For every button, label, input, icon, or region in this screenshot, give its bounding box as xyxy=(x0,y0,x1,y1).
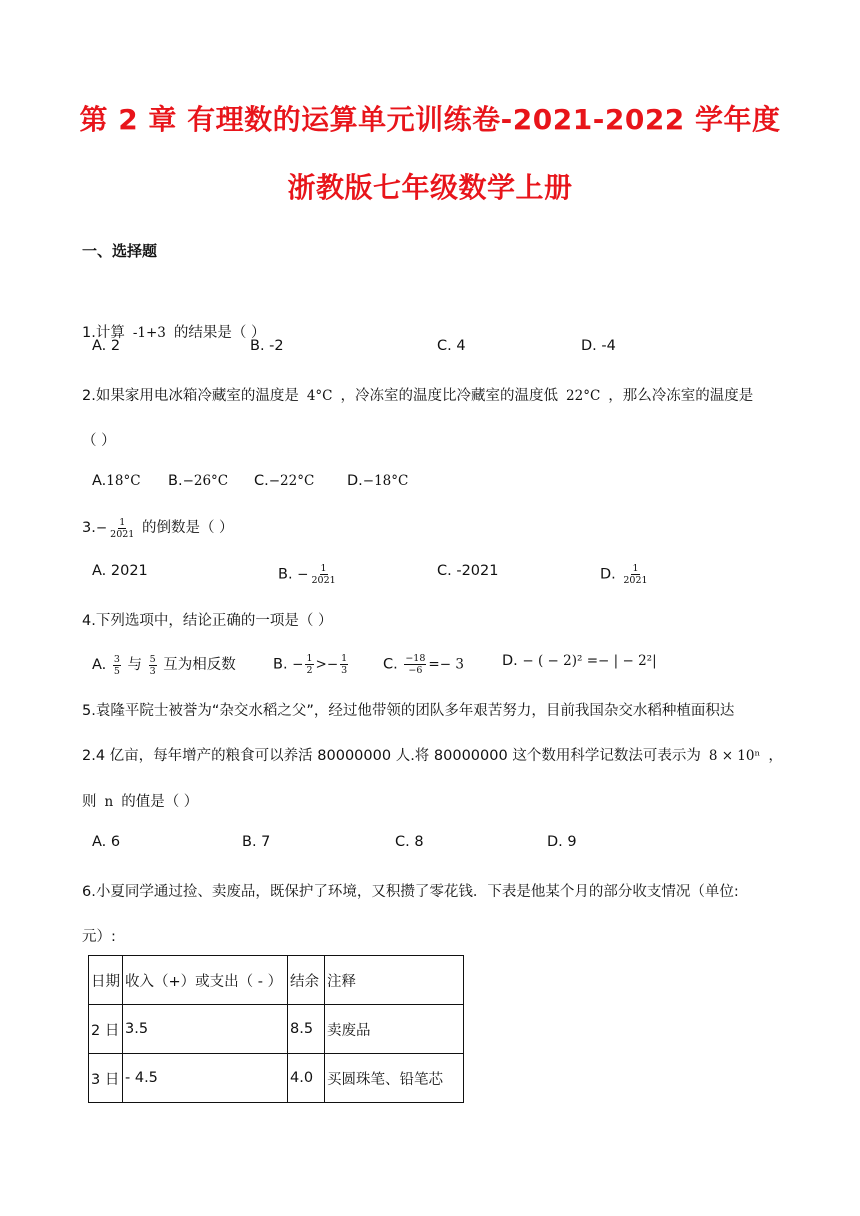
q1-prefix: 1.计算 xyxy=(82,325,125,341)
q2-option-b-value: −26°C xyxy=(182,473,229,489)
table-cell: 卖废品 xyxy=(325,1005,464,1054)
q3-fraction-denominator: 2021 xyxy=(110,528,135,540)
q2-math-1: 4°C xyxy=(306,388,333,404)
q4-a-num-2: 5 xyxy=(149,653,156,665)
question-3 xyxy=(82,516,234,540)
q3-option-d-numerator: 1 xyxy=(632,563,639,574)
table-header-cell: 日期 xyxy=(89,956,123,1005)
q1-suffix: 的结果是（ ） xyxy=(173,325,266,341)
page-title-line2: 浙教版七年级数学上册 xyxy=(287,171,573,204)
q5-line-2 xyxy=(82,744,783,765)
q4-option-d xyxy=(502,653,657,669)
q5-line-3 xyxy=(82,790,198,811)
table-header-cell: 收入（+）或支出（ - ） xyxy=(123,956,288,1005)
q5-line-1: 5.袁隆平院士被誉为“杂交水稻之父”，经过他带领的团队多年艰苦努力，目前我国杂交水稻种植面积达 xyxy=(82,703,735,719)
q3-option-b-sign: − xyxy=(297,566,309,583)
q3-option-d-denominator: 2021 xyxy=(623,575,648,586)
q2-option-c-value: −22°C xyxy=(268,473,315,489)
table-cell: 4.0 xyxy=(288,1054,325,1103)
q5-option-c: C. 8 xyxy=(395,834,424,850)
q4-option-a-fraction-2 xyxy=(149,654,157,677)
q4-option-b-fraction-1 xyxy=(305,653,313,676)
q4-option-c-label: C. xyxy=(383,656,403,673)
q3-option-b-numerator: 1 xyxy=(320,563,327,574)
q4-option-a xyxy=(92,653,236,677)
q2-middle: ，冷冻室的温度比冷藏室的温度低 xyxy=(340,388,559,404)
q5-line-3-math: n xyxy=(104,794,114,810)
q4-option-d-math: − ( − 2)² =− | − 2²| xyxy=(522,653,657,669)
table-header-row xyxy=(89,956,464,1005)
table-row xyxy=(89,1054,464,1103)
q5-option-a: A. 6 xyxy=(92,834,121,850)
q4-a-den-1: 5 xyxy=(113,665,120,677)
q2-paren: （ ） xyxy=(82,433,116,449)
q5-option-d: D. 9 xyxy=(547,834,577,850)
q4-option-a-post: 互为相反数 xyxy=(158,657,236,673)
q5-line-2-post: ， xyxy=(768,748,783,764)
q3-option-d-fraction xyxy=(622,563,648,586)
q2-suffix: ，那么冷冻室的温度是 xyxy=(608,388,754,404)
q1-option-a: A. 2 xyxy=(92,338,121,354)
q4-b-den-2: 3 xyxy=(341,665,348,676)
question-2 xyxy=(82,384,753,405)
q5-math: 8 × 10ⁿ xyxy=(708,748,761,764)
q3-option-d-label: D. xyxy=(600,566,621,583)
q4-c-num: −18 xyxy=(405,653,426,664)
q2-option-d xyxy=(347,473,408,489)
q5-line-3-pre: 则 xyxy=(82,794,97,810)
q6-line-1: 6.小夏同学通过捡、卖废品，既保护了环境，又积攒了零花钱．下表是他某个月的部分收支情况（单位: xyxy=(82,884,739,900)
q4-a-den-2: 3 xyxy=(149,665,156,677)
q4-b-den-1: 2 xyxy=(306,665,313,676)
table-cell: 2 日 xyxy=(89,1005,123,1054)
income-expense-table xyxy=(88,955,464,1103)
q2-option-d-label: D. xyxy=(347,473,363,489)
q4-option-b xyxy=(273,653,350,676)
table-header-cell: 结余 xyxy=(288,956,325,1005)
q4-option-b-mid: >− xyxy=(315,656,339,673)
q3-sign: − xyxy=(95,520,108,536)
q5-option-b: B. 7 xyxy=(242,834,271,850)
q3-option-b-fraction xyxy=(310,563,336,586)
q1-option-c: C. 4 xyxy=(437,338,466,354)
table-cell: 3 日 xyxy=(89,1054,123,1103)
q3-option-b-label: B. xyxy=(278,566,298,583)
table-cell: 买圆珠笔、铅笔芯 xyxy=(325,1054,464,1103)
q1-option-b: B. -2 xyxy=(250,338,284,354)
q4-option-d-label: D. xyxy=(502,653,523,669)
q3-option-b-denominator: 2021 xyxy=(311,575,336,586)
q3-option-c: C. -2021 xyxy=(437,563,499,579)
q4-option-a-label: A. xyxy=(92,657,111,673)
q4-option-b-sign: − xyxy=(292,656,304,673)
q3-option-b xyxy=(278,563,339,586)
q4-option-c xyxy=(383,653,464,676)
q3-fraction xyxy=(109,517,135,540)
q4-option-b-fraction-2 xyxy=(340,653,348,676)
q2-option-a-value: 18°C xyxy=(106,473,141,489)
table-row xyxy=(89,1005,464,1054)
q4-c-den: −6 xyxy=(408,665,423,676)
q1-option-d: D. -4 xyxy=(581,338,616,354)
q3-option-d xyxy=(600,563,651,586)
q4-option-c-post: =− 3 xyxy=(428,656,464,673)
q2-option-c-label: C. xyxy=(254,473,269,489)
q6-line-2: 元）: xyxy=(82,929,116,945)
q4-option-b-label: B. xyxy=(273,656,293,673)
page-title-line1: 第 2 章 有理数的运算单元训练卷-2021-2022 学年度 xyxy=(79,103,781,136)
section-heading: 一、选择题 xyxy=(82,242,158,260)
q2-option-a xyxy=(92,473,141,489)
q4-option-c-fraction xyxy=(404,653,426,676)
q1-math: -1+3 xyxy=(132,325,166,341)
q4-b-num-1: 1 xyxy=(306,653,313,664)
q4-option-a-fraction-1 xyxy=(113,654,121,677)
q3-option-a: A. 2021 xyxy=(92,563,148,579)
q2-option-c xyxy=(254,473,314,489)
q2-math-2: 22°C xyxy=(566,388,601,404)
table-cell: - 4.5 xyxy=(123,1054,288,1103)
q3-prefix: 3. xyxy=(82,520,96,536)
q4-a-num-1: 3 xyxy=(113,653,120,665)
q2-option-a-label: A. xyxy=(92,473,107,489)
q5-line-3-post: 的值是（ ） xyxy=(121,794,199,810)
q2-prefix: 2.如果家用电冰箱冷藏室的温度是 xyxy=(82,388,299,404)
q5-line-2-text: 2.4 亿亩，每年增产的粮食可以养活 80000000 人.将 80000000 这个数用科学记数法可表示为 xyxy=(82,748,701,764)
table-header-cell: 注释 xyxy=(325,956,464,1005)
q2-option-b xyxy=(168,473,228,489)
q4-option-a-mid: 与 xyxy=(122,657,147,673)
table-cell: 8.5 xyxy=(288,1005,325,1054)
q3-fraction-numerator: 1 xyxy=(119,516,126,528)
q4-b-num-2: 1 xyxy=(341,653,348,664)
q3-suffix: 的倒数是（ ） xyxy=(137,520,234,536)
q2-option-b-label: B. xyxy=(168,473,183,489)
table-cell: 3.5 xyxy=(123,1005,288,1054)
question-4: 4.下列选项中，结论正确的一项是（ ） xyxy=(82,613,333,629)
q2-option-d-value: −18°C xyxy=(362,473,409,489)
